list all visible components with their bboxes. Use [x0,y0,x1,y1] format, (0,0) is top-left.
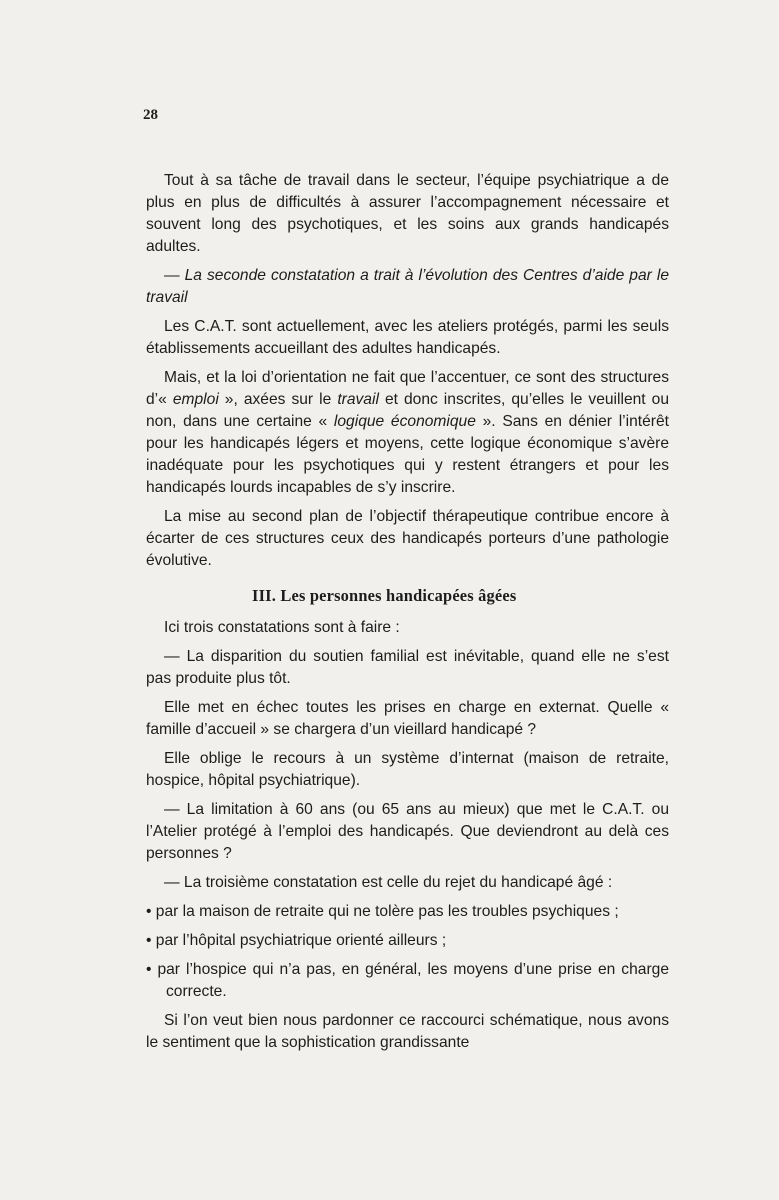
emphasis: travail [337,391,379,408]
paragraph: La mise au second plan de l’objectif thérapeutique contribue encore à écarter de ces structures ceux des handicapés porteurs d’une pathologie évolutive. [146,508,669,569]
emphasis: emploi [172,391,219,408]
paragraph-italic-heading: — La seconde constatation a trait à l’évolution des Centres d’aide par le travail [146,267,669,306]
bullet-item: • par la maison de retraite qui ne tolère pas les troubles psychiques ; [146,903,619,920]
paragraph: Les C.A.T. sont actuellement, avec les ateliers protégés, parmi les seuls établissements accueillant des adultes handicapés. [146,318,669,357]
paragraph [146,367,669,499]
paragraph: Si l’on veut bien nous pardonner ce raccourci schématique, nous avons le sentiment que la sophistication grandissante [146,1012,669,1051]
text-run: Mais, et la loi d’orientation ne fait que l’accentuer, ce sont des structures d’« [146,369,669,408]
bullet-item: • par l’hospice qui n’a pas, en général, les moyens d’une prise en charge correcte. [146,961,669,1000]
text-run: », axées sur le [218,391,338,408]
paragraph: Elle met en échec toutes les prises en charge en externat. Quelle « famille d’accueil » se chargera d’un vieillard handicapé ? [146,699,669,738]
bullet-item: • par l’hôpital psychiatrique orienté ailleurs ; [146,932,447,949]
text-run: ». Sans en dénier l’intérêt pour les handicapés légers et moyens, cette logique économique s’avère inadéquate pour les psychotiques qui y restent étrangers et pour les handicapés lourds incapables de s’y inscrire. [146,413,669,496]
paragraph: Ici trois constatations sont à faire : [164,619,400,636]
section-title: III. Les personnes handicapées âgées [252,586,517,605]
page-number: 28 [143,107,158,123]
paragraph: Elle oblige le recours à un système d’internat (maison de retraite, hospice, hôpital psychiatrique). [146,750,669,789]
body-text [146,170,669,1061]
emphasis: logique économique [333,413,476,430]
paragraph: — La troisième constatation est celle du rejet du handicapé âgé : [164,874,613,891]
text-run: et donc inscrites, qu’elles le veuillent ou non, dans une certaine « [146,391,669,430]
paragraph: — La disparition du soutien familial est inévitable, quand elle ne s’est pas produite plus tôt. [146,648,669,687]
paragraph: — La limitation à 60 ans (ou 65 ans au mieux) que met le C.A.T. ou l’Atelier protégé à l’emploi des handicapés. Que deviendront au delà ces personnes ? [146,801,669,862]
paragraph: Tout à sa tâche de travail dans le secteur, l’équipe psychiatrique a de plus en plus de difficultés à assurer l’accompagnement nécessaire et souvent long des psychotiques, et les soins aux grands handicapés adultes. [146,172,669,255]
